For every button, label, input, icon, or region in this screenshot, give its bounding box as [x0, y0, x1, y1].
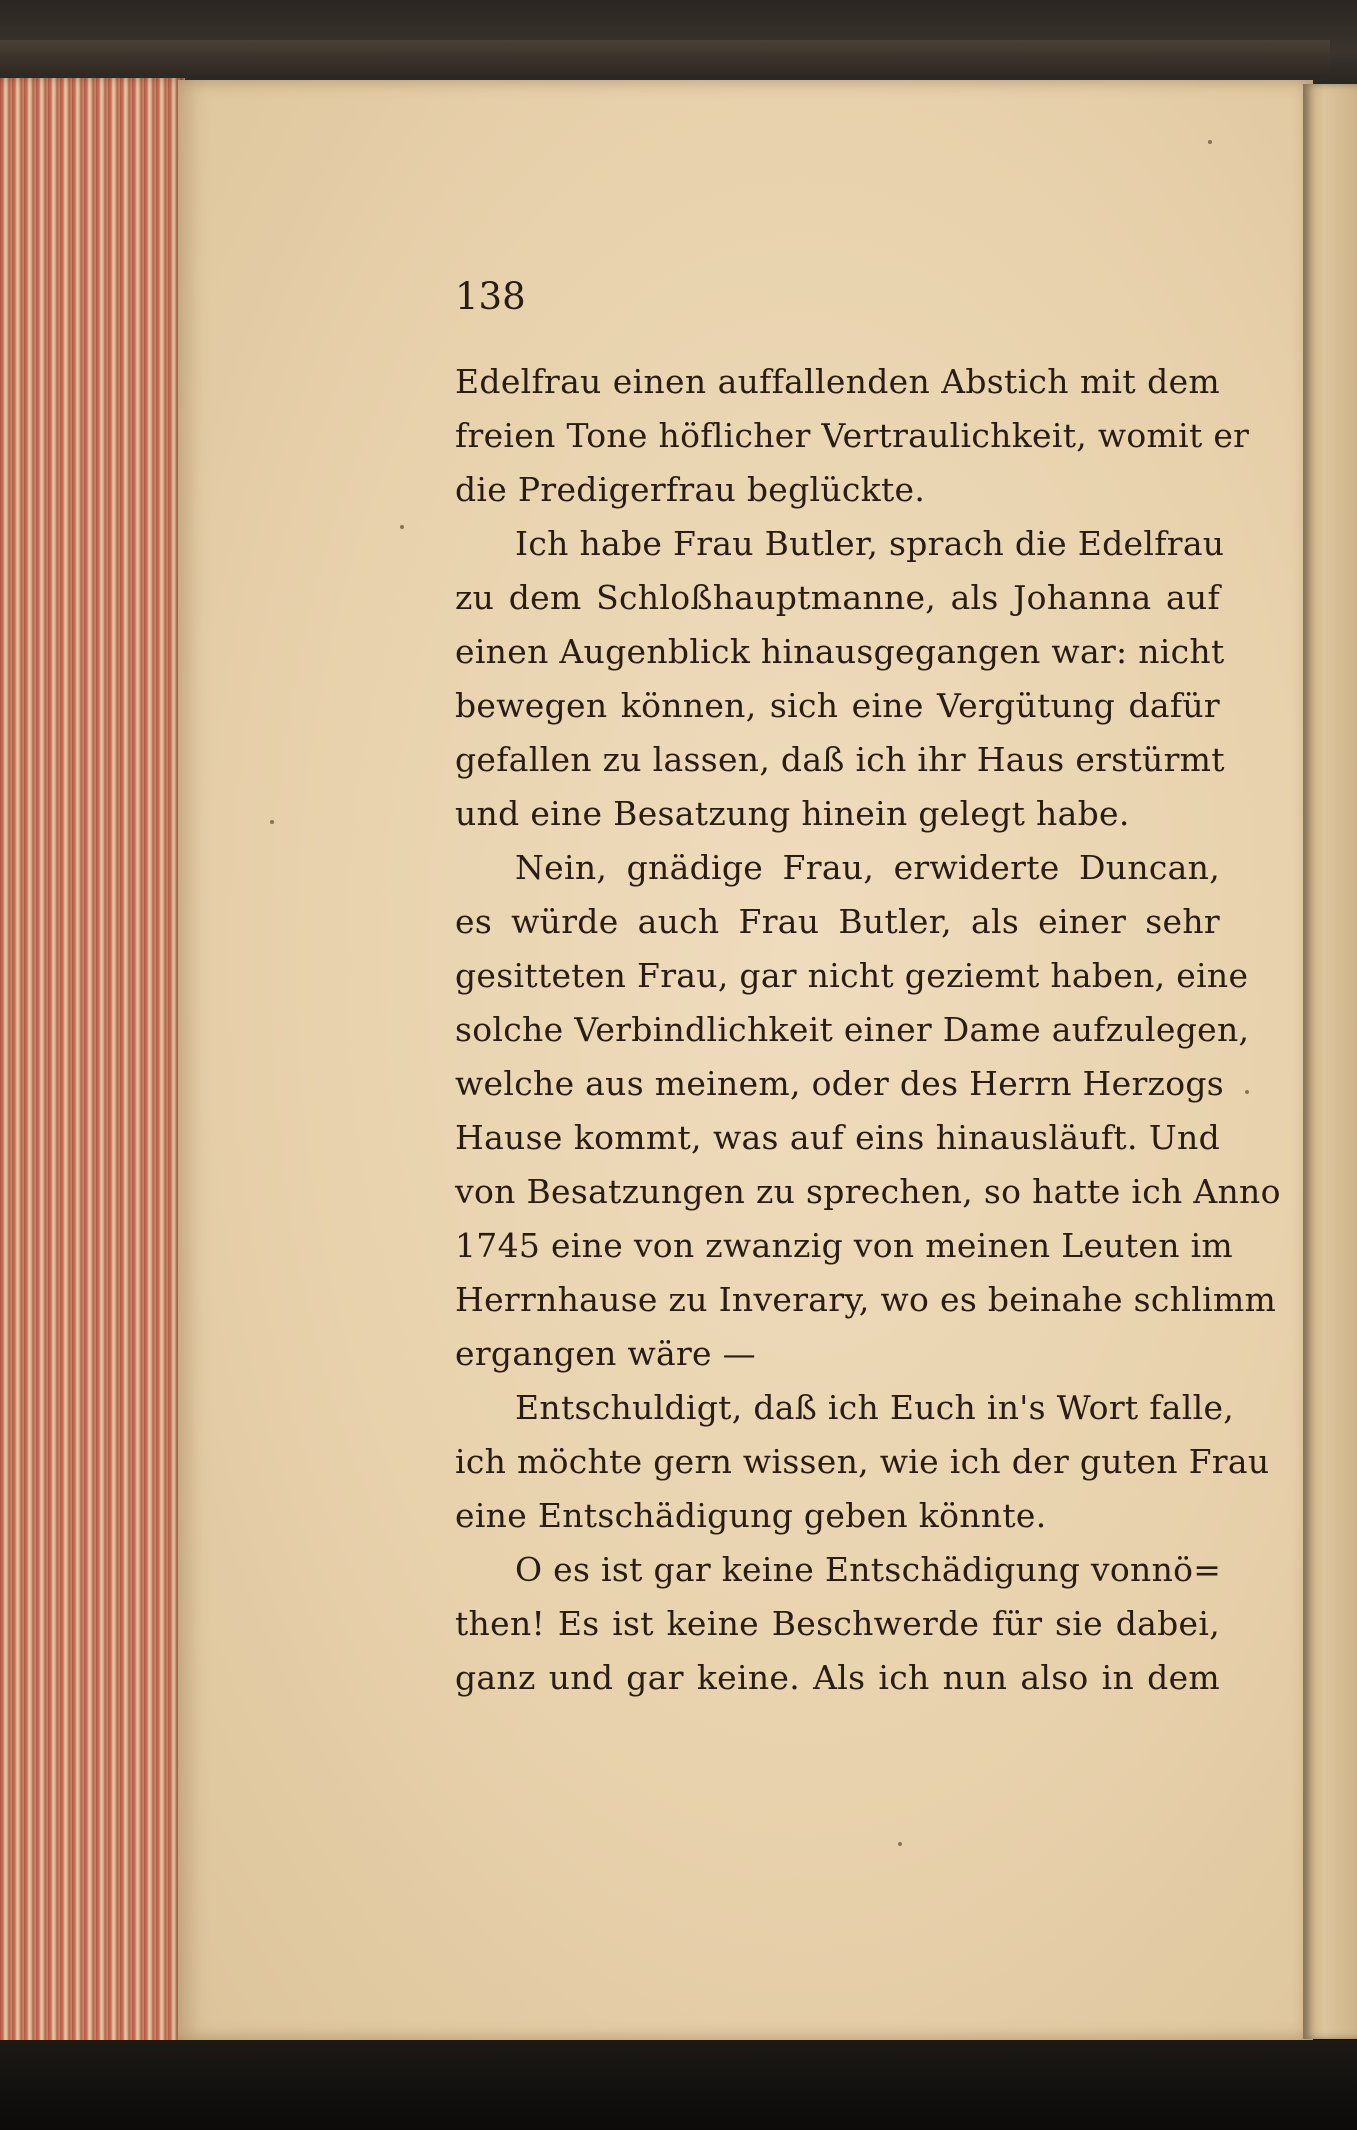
- text-line: es würde auch Frau Butler, als einer sehr: [455, 902, 1220, 941]
- text-line: Edelfrau einen auffallenden Abstich mit dem: [455, 362, 1220, 401]
- text-line: und eine Besatzung hinein gelegt habe.: [455, 794, 1130, 833]
- text-line: solche Verbindlichkeit einer Dame aufzulegen,: [455, 1010, 1250, 1049]
- text-line: zu dem Schloßhauptmanne, als Johanna auf: [455, 578, 1220, 617]
- text-line: einen Augenblick hinausgegangen war: nicht: [455, 632, 1225, 671]
- text-line: 1745 eine von zwanzig von meinen Leuten im: [455, 1226, 1234, 1265]
- text-line: bewegen können, sich eine Vergütung dafür: [455, 686, 1220, 725]
- book-cover-bottom: [0, 2040, 1357, 2130]
- text-line: Entschuldigt, daß ich Euch in's Wort falle,: [515, 1388, 1235, 1427]
- book-cover-edge: [0, 40, 1330, 78]
- paper-speck: [898, 1842, 902, 1846]
- paper-speck: [1245, 1090, 1249, 1094]
- facing-page-edge: [1303, 84, 1357, 2039]
- text-line: then! Es ist keine Beschwerde für sie dabei,: [455, 1604, 1220, 1643]
- text-line: freien Tone höflicher Vertraulichkeit, womit er: [455, 416, 1250, 455]
- text-line: gefallen zu lassen, daß ich ihr Haus erstürmt: [455, 740, 1225, 779]
- text-line: eine Entschädigung geben könnte.: [455, 1496, 1047, 1535]
- text-line: ganz und gar keine. Als ich nun also in dem: [455, 1658, 1220, 1697]
- text-line: die Predigerfrau beglückte.: [455, 470, 926, 509]
- paper-speck: [270, 820, 274, 824]
- text-line: Herrnhause zu Inverary, wo es beinahe schlimm: [455, 1280, 1277, 1319]
- paper-speck: [400, 525, 404, 529]
- text-line: O es ist gar keine Entschädigung vonnö=: [515, 1550, 1222, 1589]
- text-line: gesitteten Frau, gar nicht geziemt haben, eine: [455, 956, 1249, 995]
- text-line: Hause kommt, was auf eins hinausläuft. Und: [455, 1118, 1220, 1157]
- text-line: von Besatzungen zu sprechen, so hatte ich Anno: [455, 1172, 1281, 1211]
- page-edges: [0, 78, 185, 2050]
- text-line: Ich habe Frau Butler, sprach die Edelfrau: [515, 524, 1225, 563]
- text-lines: [455, 355, 1281, 1705]
- text-line: ergangen wäre —: [455, 1334, 756, 1373]
- text-line: Nein, gnädige Frau, erwiderte Duncan,: [515, 848, 1220, 887]
- text-line: ich möchte gern wissen, wie ich der guten Frau: [455, 1442, 1270, 1481]
- text-line: welche aus meinem, oder des Herrn Herzogs: [455, 1064, 1225, 1103]
- paper-speck: [1208, 140, 1212, 144]
- page-number: 138: [455, 275, 526, 318]
